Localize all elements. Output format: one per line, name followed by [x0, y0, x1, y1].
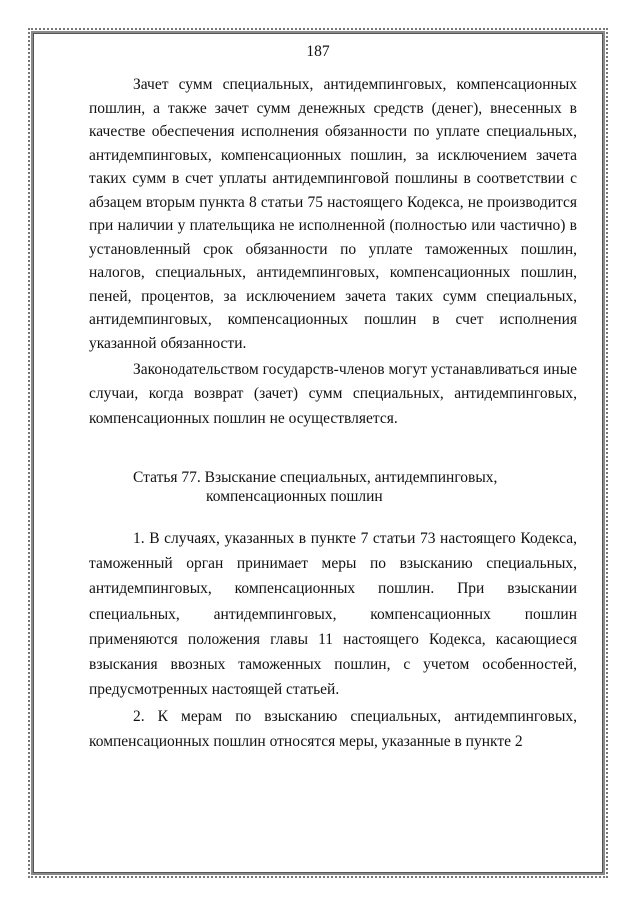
article-paragraph-2: 2. К мерам по взысканию специальных, антидемпинговых, компенсационных пошлин относятся меры, указанные в пункте 2 — [89, 708, 577, 751]
article-heading-line2: компенсационных пошлин — [206, 488, 383, 506]
article-heading — [133, 468, 577, 506]
document-body — [89, 73, 577, 754]
paragraph-offset-rules: Зачет сумм специальных, антидемпинговых, компенсационных пошлин, а также зачет сумм денежных средств (денег), внесенных в качестве обеспечения исполнения обязанности по уплате специальных, антидемпинговых, компенсационных пошлин, за исключением зачета таких сумм в счет уплаты антидемпинговой пошлины в соответствии с абзацем вторым пункта 8 статьи 75 настоящего Кодекса, не производится при наличии у плательщика не исполненной (полностью или частично) в установленный срок обязанности по уплате таможенных пошлин, налогов, специальных, антидемпинговых, компенсационных пошлин, пеней, процентов, за исключением зачета таких сумм специальных, антидемпинговых, компенсационных пошлин в счет исполнения указанной обязанности. — [89, 76, 577, 353]
article-heading-line1: Статья 77. Взыскание специальных, антидемпинговых, — [133, 469, 498, 487]
paragraph-member-states: Законодательством государств-членов могут устанавливаться иные случаи, когда возврат (зачет) сумм специальных, антидемпинговых, компенсационных пошлин не осуществляется. — [89, 360, 577, 427]
document-page — [31, 31, 605, 875]
article-paragraph-1: 1. В случаях, указанных в пункте 7 статьи 73 настоящего Кодекса, таможенный орган принимает меры по взысканию специальных, антидемпинговых, компенсационных пошлин. При взыскании специальных, антидемпинговых, компенсационных пошлин применяются положения главы 11 настоящего Кодекса, касающиеся взыскания ввозных таможенных пошлин, с учетом особенностей, предусмотренных настоящей статьей. — [89, 530, 577, 699]
page-number: 187 — [306, 43, 330, 60]
